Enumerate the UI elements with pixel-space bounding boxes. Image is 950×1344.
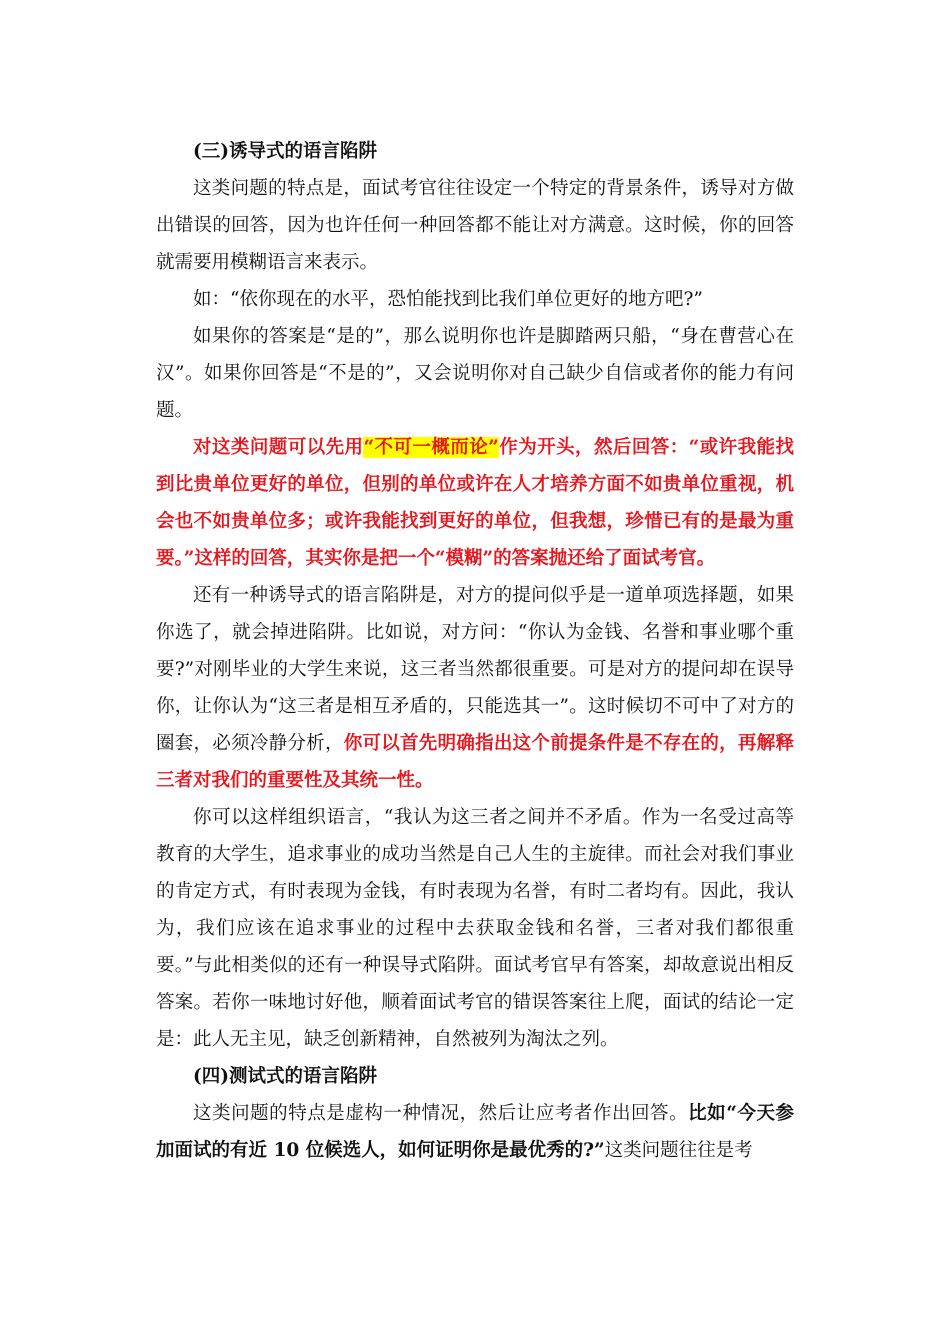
paragraph-6: 你可以这样组织语言，“我认为这三者之间并不矛盾。作为一名受过高等教育的大学生，追求事业的成功当然是自己人生的主旋律。而社会对我们事业的肯定方式，有时表现为金钱，有时表现为名誉，有时二者均有。因此，我认为，我们应该在追求事业的过程中去获取金钱和名誉，三者对我们都很重要。”与此相类似的还有一种误导式陷阱。面试考官早有答案，却故意说出相反答案。若你一味地讨好他，顺着面试考官的错误答案往上爬，面试的结论一定是：此人无主见，缺乏创新精神，自然被列为淘汰之列。 (156, 807, 794, 1050)
paragraph-2-example-question: 如：“依你现在的水平，恐怕能找到比我们单位更好的地方吧?” (193, 289, 703, 310)
p5-text: 还有一种诱导式的语言陷阱是，对方的提问似乎是一道单项选择题，如果你选了，就会掉进陷阱。比如说，对方问：“你认为金钱、名誉和事业哪个重要?”对刚毕业的大学生来说，这三者当然都很重要。可是对方的提问却在误导你，让你认为“这三者是相互矛盾的，只能选其一”。这时候切不可中了对方的圈套，必须冷静分析， (156, 585, 794, 754)
document-page (156, 133, 794, 1169)
paragraph-5 (156, 577, 794, 799)
paragraph-3: 如果你的答案是“是的”，那么说明你也许是脚踏两只船，“身在曹营心在汉”。如果你回答是“不是的”，又会说明你对自己缺少自信或者你的能力有问题。 (156, 326, 794, 421)
p7-tail-text: 这类问题往往是考 (604, 1140, 753, 1161)
paragraph-1: 这类问题的特点是，面试考官往往设定一个特定的背景条件，诱导对方做出错误的回答，因为也许任何一种回答都不能让对方满意。这时候，你的回答就需要用模糊语言来表示。 (156, 178, 794, 273)
p7-text: 这类问题的特点是虚构一种情况，然后让应考者作出回答。 (193, 1103, 689, 1124)
p7-bold-text: 比如“今天参加面试的有近 10 位候选人，如何证明你是最优秀的?” (156, 1103, 794, 1161)
p5-red-text: 你可以首先明确指出这个前提条件是不存在的，再解释三者对我们的重要性及其统一性。 (156, 733, 794, 791)
p4-highlight-text: “不可一概而论” (363, 437, 499, 458)
p4-rest-text: 作为开头，然后回答：“或许我能找到比贵单位更好的单位，但别的单位或许在人才培养方面不如贵单位重视，机会也不如贵单位多；或许我能找到更好的单位，但我想，珍惜已有的是最为重要。”这样的回答，其实你是把一个“模糊”的答案抛还给了面试考官。 (156, 437, 794, 569)
section-heading-4: (四)测试式的语言陷阱 (193, 1066, 378, 1087)
p4-lead-text: 对这类问题可以先用 (193, 437, 364, 458)
paragraph-7 (156, 1095, 794, 1169)
paragraph-4-red-answer (156, 429, 794, 577)
section-heading-3: (三)诱导式的语言陷阱 (193, 141, 378, 162)
